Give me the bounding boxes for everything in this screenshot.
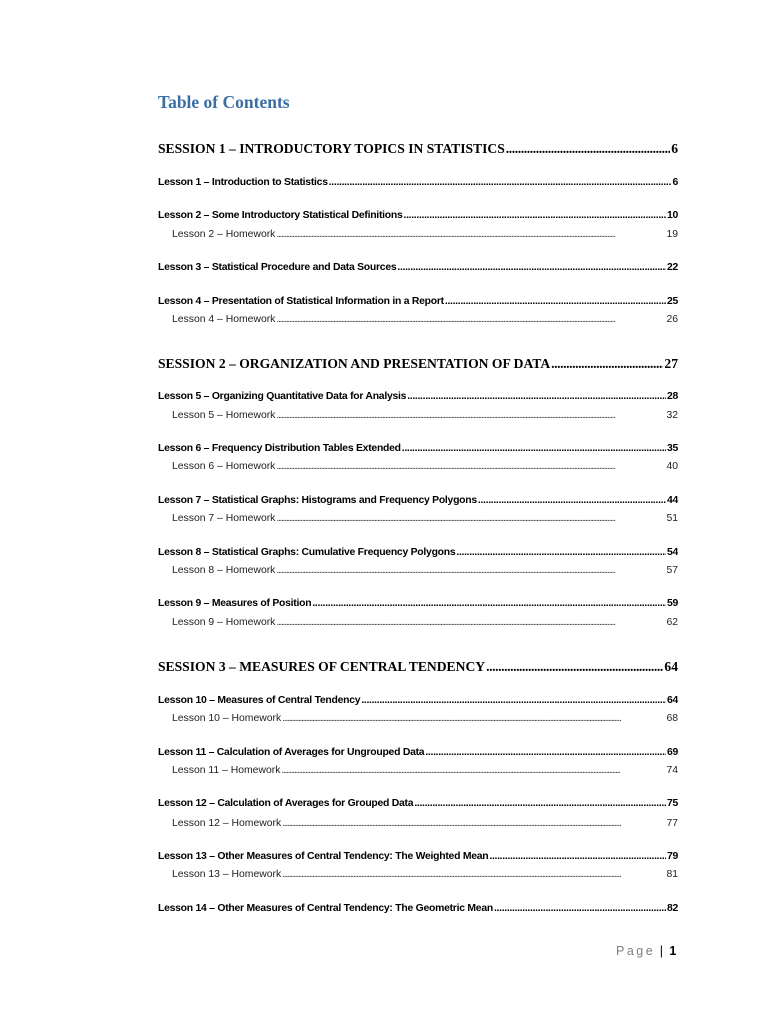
toc-leader-dots — [506, 141, 670, 157]
toc-entry-label: Lesson 14 – Other Measures of Central Tendency: The Geometric Mean — [158, 903, 493, 914]
toc-entry-lesson[interactable] — [158, 177, 678, 193]
page-title: Table of Contents — [158, 92, 290, 112]
toc-entry-label: Lesson 4 – Presentation of Statistical Information in a Report — [158, 296, 444, 307]
toc-entry-homework[interactable] — [172, 765, 678, 781]
toc-leader-dots — [456, 547, 666, 558]
toc-entry-page-number: 51 — [666, 513, 678, 524]
toc-entry-page-number: 75 — [666, 798, 678, 809]
toc-entry-label: Lesson 2 – Some Introductory Statistical Definitions — [158, 210, 403, 221]
toc-leader-dots — [282, 869, 665, 880]
toc-entry-homework[interactable] — [172, 869, 678, 885]
toc-leader-dots — [486, 659, 663, 675]
toc-leader-dots — [281, 765, 665, 776]
toc-leader-dots — [494, 903, 666, 914]
toc-entry-page-number: 28 — [666, 391, 678, 402]
toc-entry-lesson[interactable] — [158, 747, 678, 763]
toc-entry-page-number: 64 — [666, 695, 678, 706]
toc-leader-dots — [402, 443, 666, 454]
toc-entry-lesson[interactable] — [158, 443, 678, 459]
toc-entry-homework[interactable] — [172, 713, 678, 729]
toc-entry-homework[interactable] — [172, 818, 678, 834]
toc-entry-label: SESSION 1 – INTRODUCTORY TOPICS IN STATISTICS — [158, 141, 505, 156]
toc-entry-homework[interactable] — [172, 410, 678, 426]
toc-entry-label: Lesson 11 – Calculation of Averages for Ungrouped Data — [158, 747, 425, 758]
toc-entry-label: Lesson 3 – Statistical Procedure and Data Sources — [158, 262, 397, 273]
toc-entry-label: Lesson 4 – Homework — [172, 314, 276, 325]
toc-leader-dots — [478, 495, 666, 506]
toc-entry-label: Lesson 6 – Homework — [172, 461, 276, 472]
toc-entry-label: SESSION 2 – ORGANIZATION AND PRESENTATION OF DATA — [158, 356, 551, 371]
toc-entry-page-number: 82 — [666, 903, 678, 914]
toc-leader-dots — [361, 695, 666, 706]
toc-leader-dots — [276, 513, 665, 524]
footer-page-number: 1 — [669, 944, 677, 958]
toc-leader-dots — [276, 314, 665, 325]
footer-page-word: Page — [616, 944, 656, 958]
toc-leader-dots — [276, 229, 665, 240]
toc-entry-page-number: 35 — [666, 443, 678, 454]
toc-entry-page-number: 57 — [666, 565, 678, 576]
toc-entry-page-number: 54 — [666, 547, 678, 558]
toc-entry-page-number: 40 — [666, 461, 678, 472]
toc-entry-label: Lesson 10 – Homework — [172, 713, 282, 724]
toc-entry-page-number: 6 — [671, 141, 678, 156]
toc-entry-label: Lesson 1 – Introduction to Statistics — [158, 177, 328, 188]
toc-entry-lesson[interactable] — [158, 851, 678, 867]
toc-leader-dots — [551, 356, 663, 372]
toc-leader-dots — [404, 210, 666, 221]
toc-entry-label: Lesson 13 – Homework — [172, 869, 282, 880]
toc-leader-dots — [407, 391, 666, 402]
toc-entry-homework[interactable] — [172, 617, 678, 633]
toc-entry-homework[interactable] — [172, 461, 678, 477]
toc-entry-label: Lesson 9 – Measures of Position — [158, 598, 312, 609]
toc-entry-homework[interactable] — [172, 314, 678, 330]
toc-entry-page-number: 69 — [666, 747, 678, 758]
toc-entry-label: Lesson 11 – Homework — [172, 765, 281, 776]
toc-leader-dots — [276, 617, 665, 628]
toc-leader-dots — [329, 177, 672, 188]
page-footer — [616, 944, 676, 958]
toc-leader-dots — [276, 461, 665, 472]
toc-leader-dots — [489, 851, 666, 862]
toc-leader-dots — [276, 410, 665, 421]
toc-entry-page-number: 62 — [666, 617, 678, 628]
toc-entry-page-number: 68 — [666, 713, 678, 724]
toc-entry-page-number: 79 — [666, 851, 678, 862]
toc-entry-page-number: 10 — [666, 210, 678, 221]
toc-entry-page-number: 64 — [664, 659, 678, 674]
footer-separator: | — [659, 944, 663, 958]
toc-entry-lesson[interactable] — [158, 695, 678, 711]
toc-entry-page-number: 59 — [666, 598, 678, 609]
toc-entry-session[interactable] — [158, 659, 678, 679]
toc-entry-label: Lesson 12 – Homework — [172, 818, 282, 829]
toc-entry-page-number: 27 — [664, 356, 678, 371]
toc-entry-page-number: 44 — [666, 495, 678, 506]
toc-entry-lesson[interactable] — [158, 210, 678, 226]
toc-entry-label: Lesson 6 – Frequency Distribution Tables Extended — [158, 443, 401, 454]
toc-entry-lesson[interactable] — [158, 598, 678, 614]
toc-entry-label: Lesson 7 – Statistical Graphs: Histograms and Frequency Polygons — [158, 495, 477, 506]
toc-entry-page-number: 25 — [666, 296, 678, 307]
toc-entry-lesson[interactable] — [158, 391, 678, 407]
toc-entry-label: Lesson 9 – Homework — [172, 617, 276, 628]
toc-entry-lesson[interactable] — [158, 296, 678, 312]
toc-entry-homework[interactable] — [172, 513, 678, 529]
toc-leader-dots — [282, 818, 665, 829]
toc-entry-session[interactable] — [158, 356, 678, 376]
toc-leader-dots — [445, 296, 666, 307]
toc-entry-homework[interactable] — [172, 565, 678, 581]
toc-entry-homework[interactable] — [172, 229, 678, 245]
toc-entry-page-number: 26 — [666, 314, 678, 325]
toc-entry-label: Lesson 2 – Homework — [172, 229, 276, 240]
toc-entry-label: Lesson 12 – Calculation of Averages for Grouped Data — [158, 798, 414, 809]
toc-entry-lesson[interactable] — [158, 262, 678, 278]
toc-entry-label: Lesson 13 – Other Measures of Central Tendency: The Weighted Mean — [158, 851, 489, 862]
toc-leader-dots — [312, 598, 666, 609]
toc-entry-page-number: 32 — [666, 410, 678, 421]
toc-entry-lesson[interactable] — [158, 547, 678, 563]
toc-entry-label: Lesson 7 – Homework — [172, 513, 276, 524]
toc-entry-lesson[interactable] — [158, 495, 678, 511]
toc-leader-dots — [397, 262, 666, 273]
toc-entry-label: Lesson 5 – Organizing Quantitative Data for Analysis — [158, 391, 407, 402]
toc-entry-label: SESSION 3 – MEASURES OF CENTRAL TENDENCY — [158, 659, 486, 674]
toc-leader-dots — [276, 565, 665, 576]
toc-entry-label: Lesson 10 – Measures of Central Tendency — [158, 695, 361, 706]
toc-entry-session[interactable] — [158, 141, 678, 161]
toc-leader-dots — [282, 713, 665, 724]
toc-entry-page-number: 81 — [666, 869, 678, 880]
toc-entry-page-number: 74 — [666, 765, 678, 776]
toc-entry-label: Lesson 8 – Statistical Graphs: Cumulative Frequency Polygons — [158, 547, 456, 558]
toc-entry-label: Lesson 5 – Homework — [172, 410, 276, 421]
toc-entry-lesson[interactable] — [158, 798, 678, 814]
toc-entry-lesson[interactable] — [158, 903, 678, 919]
toc-entry-label: Lesson 8 – Homework — [172, 565, 276, 576]
toc-entry-page-number: 77 — [666, 818, 678, 829]
toc-entry-page-number: 6 — [672, 177, 678, 188]
toc-leader-dots — [414, 798, 666, 809]
toc-leader-dots — [425, 747, 666, 758]
toc-entry-page-number: 22 — [666, 262, 678, 273]
toc-entry-page-number: 19 — [666, 229, 678, 240]
